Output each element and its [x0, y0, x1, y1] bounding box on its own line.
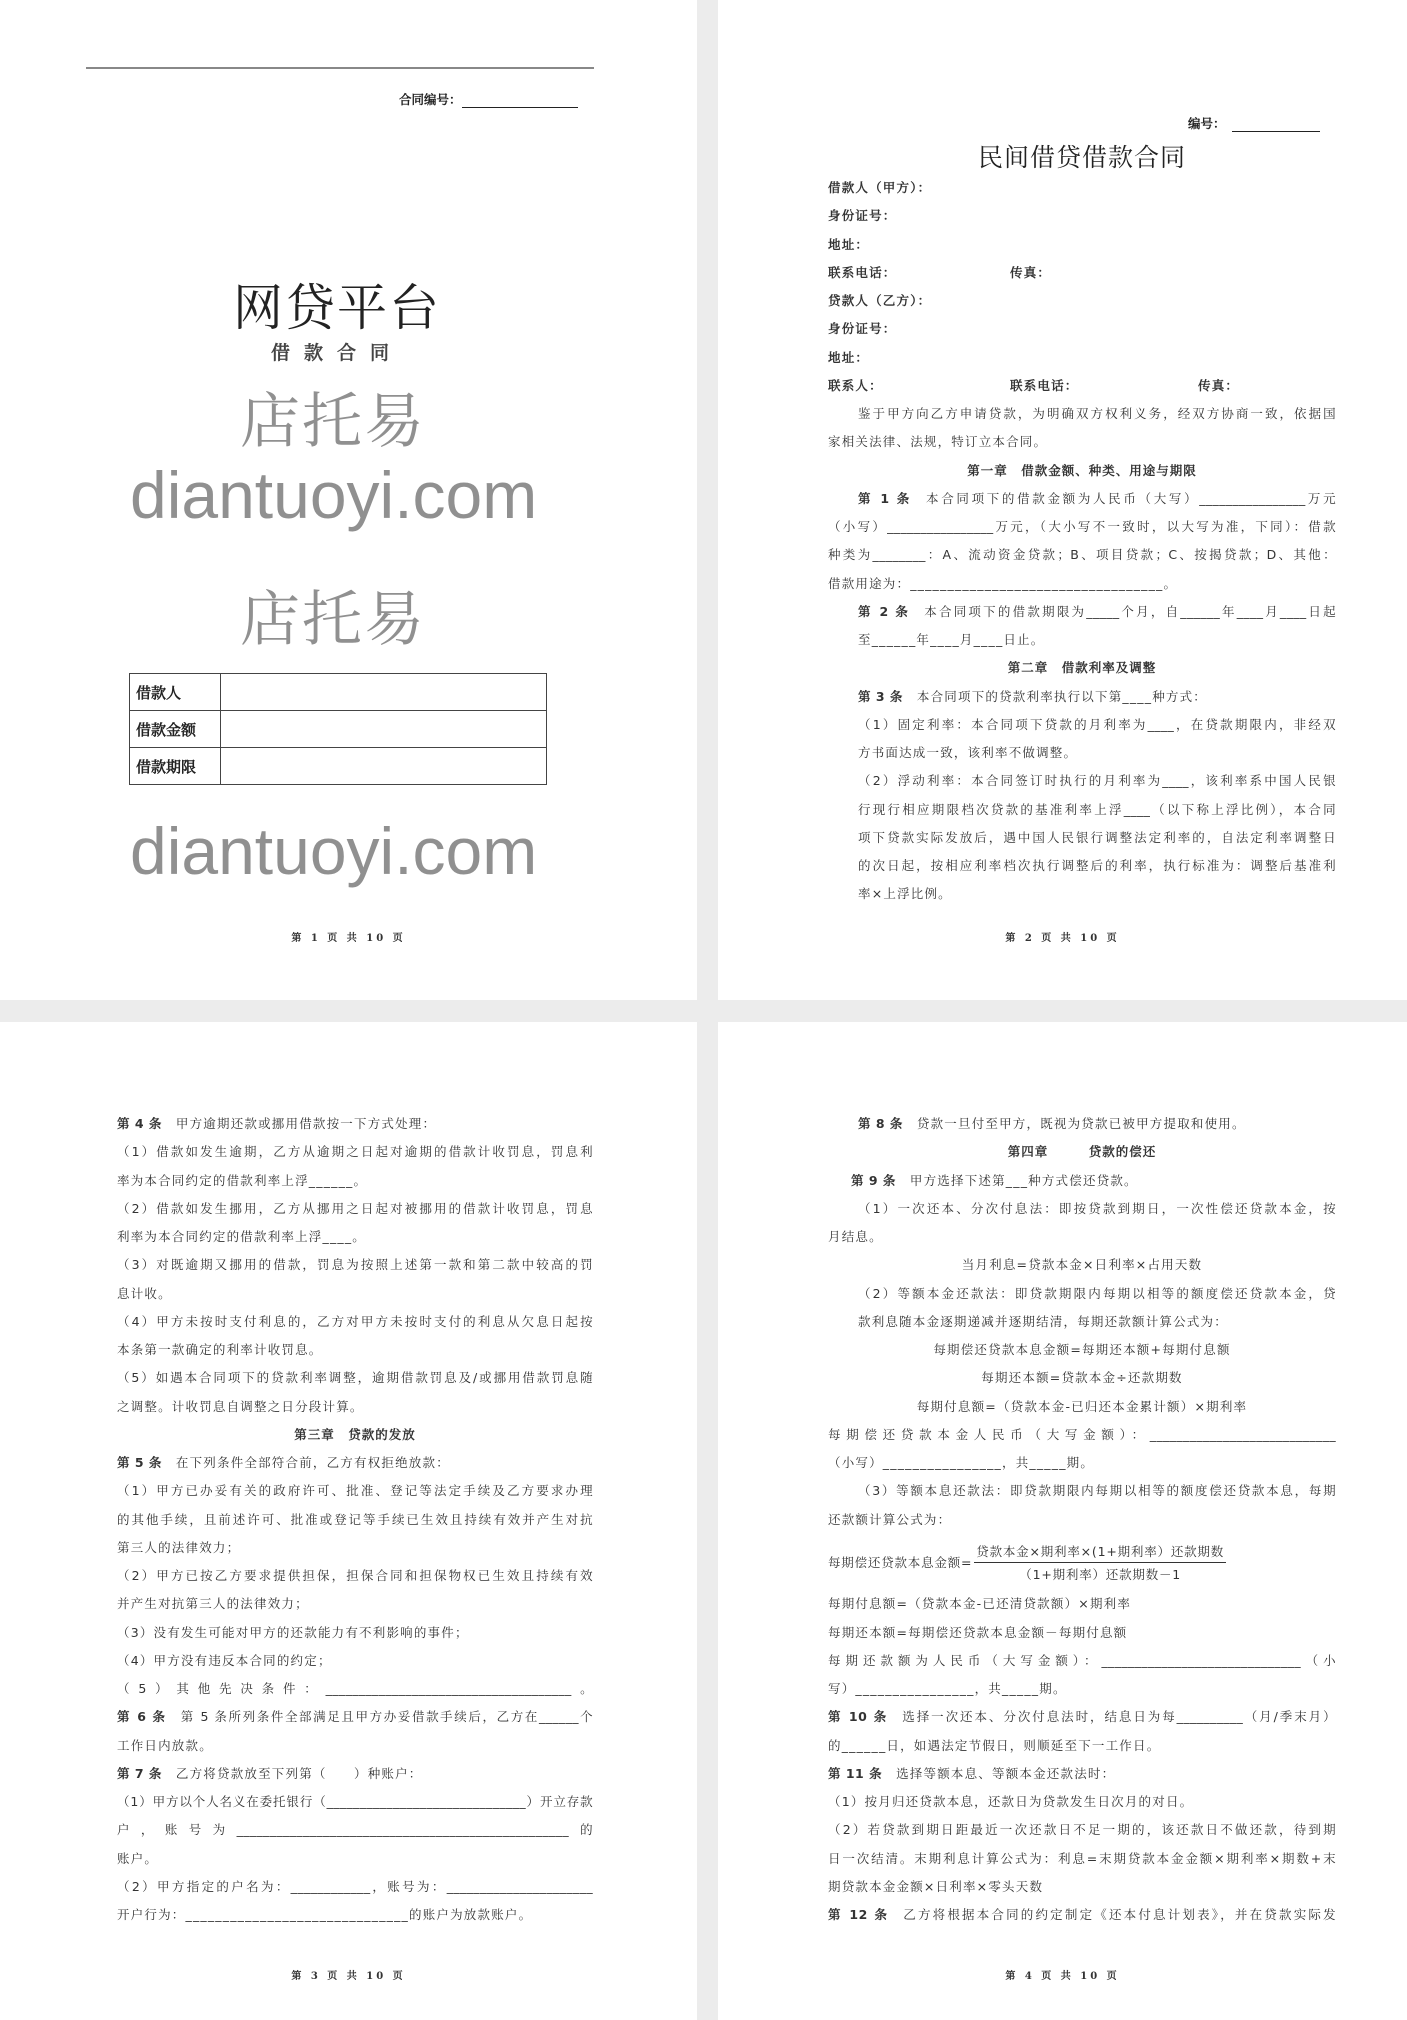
party-field: 传真： [1198, 377, 1240, 393]
page-footer: 第 4 页 共 10 页 [1005, 1971, 1120, 1982]
text-line: （3）等额本息还款法：即贷款期限内每期以相等的额度偿还贷款本息，每期 [858, 1483, 1336, 1499]
table-row [130, 748, 547, 785]
article-line [117, 1703, 593, 1731]
page-3 [0, 1022, 697, 2020]
chapter-heading: 第二章 借款利率及调整 [1007, 660, 1157, 676]
contract-number-field [1188, 114, 1320, 132]
formula-lhs: 每期偿还贷款本息金额= [828, 1555, 973, 1570]
contract-number-blank [1232, 117, 1320, 132]
formula-line: 每期还本额=贷款本金÷还款期数 [981, 1370, 1183, 1386]
text-line: （1）甲方已办妥有关的政府许可、批准、登记等法定手续及乙方要求办理 [117, 1483, 593, 1499]
text-line: 项下贷款实际发放后，遇中国人民银行调整法定利率的，自法定利率调整日 [858, 829, 1336, 845]
table-value [221, 674, 547, 711]
text-line: 款利息随本金逐期递减并逐期结清，每期还款额计算公式为： [858, 1313, 1228, 1329]
article-text: 本合同项下的借款期限为_____个月，自______年____月____日起 [924, 603, 1336, 619]
article-text: 甲方选择下述第___种方式偿还贷款。 [909, 1172, 1138, 1188]
article-line [117, 1760, 593, 1788]
text-line: 利率为本合同约定的借款利率上浮____。 [117, 1229, 367, 1244]
article-line [828, 1110, 1336, 1138]
text-line: 率×上浮比例。 [858, 886, 952, 902]
page-footer: 第 1 页 共 10 页 [291, 933, 406, 944]
cover-subtitle: 借款合同 [270, 342, 403, 364]
article-label: 第 7 条 [117, 1765, 162, 1781]
article-text: 选择一次还本、分次付息法时，结息日为每__________（月/季末月） [902, 1709, 1336, 1725]
text-line: 户，账号为__________________________________________________的 [117, 1822, 593, 1838]
party-field: 联系人： [828, 377, 883, 393]
watermark-url: diantuoyi.com [130, 458, 538, 532]
text-line: （5）其他先决条件：_____________________________________。 [117, 1681, 593, 1696]
article-line [117, 1110, 593, 1138]
text-line: （5）如遇本合同项下的贷款利率调整，逾期借款罚息及/或挪用借款罚息随 [117, 1370, 593, 1386]
page-4 [718, 1022, 1407, 2020]
text-line: （2）若贷款到期日距最近一次还款日不足一期的，该还款日不做还款，待到期 [828, 1822, 1336, 1838]
article-label: 第 1 条 [858, 490, 913, 506]
table-value [221, 748, 547, 785]
chapter-heading: 第三章 贷款的发放 [294, 1426, 416, 1442]
text-line: 的其他手续，且前述许可、批准或登记等手续已生效且持续有效并产生对抗 [117, 1511, 593, 1527]
text-line: 开户行为：______________________________的账户为放款账户。 [117, 1907, 533, 1922]
text-line: （3）没有发生可能对甲方的还款能力有不利影响的事件； [117, 1624, 469, 1640]
text-line: 第三人的法律效力； [117, 1539, 241, 1555]
party-field: 联系电话： [828, 264, 897, 280]
text-line: 本条第一款确定的利率计收罚息。 [117, 1342, 323, 1357]
text-line: 每期还款额为人民币（大写金额）：______________________________（小 [828, 1652, 1336, 1668]
party-field-row [828, 259, 1336, 287]
page-body [828, 1110, 1336, 1929]
party-field: 地址： [828, 236, 870, 252]
text-line: （小写）________________万元，（大小写不一致时，以大写为准，下同）：借款 [828, 519, 1336, 534]
article-label: 第 2 条 [858, 603, 911, 619]
text-line: （3）对既逾期又挪用的借款，罚息为按照上述第一款和第二款中较高的罚 [117, 1257, 593, 1273]
text-line: 工作日内放款。 [117, 1737, 213, 1753]
text-line: 鉴于甲方向乙方申请贷款，为明确双方权利义务，经双方协商一致，依据国 [858, 406, 1336, 421]
page-body [117, 1110, 593, 1929]
contract-number-field [399, 90, 578, 108]
formula-line: 每期付息额=（贷款本金-已归还本金累计额）×期利率 [916, 1398, 1248, 1414]
party-field: 传真： [1010, 264, 1052, 280]
contract-number-label: 编号： [1188, 116, 1226, 131]
article-line [828, 1167, 1336, 1195]
text-line: 日一次结清。末期利息计算公式为：利息=末期贷款本金金额×期利率×期数+末 [828, 1850, 1336, 1866]
formula-denominator: （1+期利率）还款期数－1 [1019, 1566, 1182, 1582]
party-field: 借款人（甲方）： [828, 180, 932, 195]
cover-title: 网贷平台 [233, 279, 441, 337]
contract-title: 民间借贷借款合同 [977, 143, 1186, 172]
page-2 [718, 0, 1407, 1000]
article-text: 贷款一旦付至甲方，既视为贷款已被甲方提取和使用。 [916, 1116, 1246, 1131]
article-text: 选择等额本息、等额本金还款法时： [896, 1765, 1116, 1781]
text-line: 家相关法律、法规，特订立本合同。 [828, 434, 1048, 450]
page-1 [0, 0, 697, 1000]
header-rule [86, 67, 594, 69]
text-line: 行现行相应期限档次贷款的基准利率上浮____（以下称上浮比例），本合同 [858, 801, 1336, 817]
article-line [828, 1760, 1336, 1788]
watermark-url: diantuoyi.com [130, 814, 538, 888]
article-label: 第 3 条 [858, 688, 903, 704]
article-label: 第 9 条 [851, 1172, 896, 1188]
article-text: 第 5 条所列条件全部满足且甲方办妥借款手续后，乙方在______个 [180, 1709, 593, 1725]
contract-number-label: 合同编号： [399, 92, 462, 107]
text-line: 每期偿还贷款本金人民币（大写金额）：____________________________ [828, 1426, 1336, 1442]
text-line: 月结息。 [828, 1229, 883, 1244]
party-field: 地址： [828, 349, 870, 365]
party-field-row [828, 372, 1336, 400]
text-line: 之调整。计收罚息自调整之日分段计算。 [117, 1398, 364, 1414]
chapter-heading: 第一章 借款金额、种类、用途与期限 [967, 462, 1197, 478]
table-label: 借款人 [130, 674, 221, 711]
article-text: 在下列条件全部符合前，乙方有权拒绝放款： [175, 1455, 450, 1470]
article-label: 第 6 条 [117, 1709, 167, 1725]
page-footer: 第 3 页 共 10 页 [291, 1971, 406, 1982]
text-line: 写）________________，共_____期。 [828, 1681, 1067, 1696]
text-line: 至______年____月____日止。 [858, 632, 1045, 647]
text-line: （1）按月归还贷款本息，还款日为贷款发生日次月的对日。 [828, 1794, 1194, 1809]
text-line: 方书面达成一致，该利率不做调整。 [858, 745, 1078, 760]
text-line: 的次日起，按相应利率档次执行调整后的利率，执行标准为：调整后基准利 [858, 858, 1336, 873]
loan-info-table [129, 673, 547, 785]
text-line: （2）浮动利率：本合同签订时执行的月利率为____，该利率系中国人民银 [858, 773, 1336, 789]
text-line: 的______日，如遇法定节假日，则顺延至下一工作日。 [828, 1737, 1161, 1753]
formula-line: 每期还本额=每期偿还贷款本息金额－每期付息额 [828, 1624, 1128, 1640]
text-line: （2）等额本金还款法：即贷款期限内每期以相等的额度偿还贷款本金，贷 [858, 1285, 1336, 1301]
chapter-heading: 第四章 贷款的偿还 [1007, 1144, 1157, 1160]
text-line: 还款额计算公式为： [828, 1511, 952, 1527]
article-label: 第 10 条 [828, 1709, 889, 1725]
table-row [130, 711, 547, 748]
text-line: （小写）________________，共_____期。 [828, 1455, 1095, 1470]
text-line: 息计收。 [117, 1285, 172, 1301]
article-text: 乙方将贷款放至下列第（ ）种账户： [175, 1765, 423, 1781]
text-line: （1）一次还本、分次付息法：即按贷款到期日，一次性偿还贷款本金，按 [858, 1200, 1336, 1216]
text-line: 并产生对抗第三人的法律效力； [117, 1596, 309, 1612]
formula-line: 每期付息额=（贷款本金-已还清贷款额）×期利率 [828, 1596, 1132, 1612]
text-line: （4）甲方没有违反本合同的约定； [117, 1652, 332, 1668]
article-text: 乙方将根据本合同的约定制定《还本付息计划表》，并在贷款实际发 [903, 1907, 1336, 1922]
watermark-cn: 店托易 [240, 388, 426, 455]
text-line: 率为本合同约定的借款利率上浮______。 [117, 1172, 368, 1188]
table-label: 借款金额 [130, 711, 221, 748]
article-line [828, 1703, 1336, 1731]
text-line: （1）甲方以个人名义在委托银行（______________________________）开立存款 [117, 1794, 593, 1809]
article-text: 本合同项下的贷款利率执行以下第____种方式： [916, 688, 1208, 704]
annuity-formula [828, 1534, 1336, 1591]
watermark-cn: 店托易 [240, 586, 426, 653]
text-line: （1）固定利率：本合同项下贷款的月利率为____，在贷款期限内，非经双 [858, 716, 1336, 732]
table-row [130, 674, 547, 711]
article-line [828, 1901, 1336, 1929]
article-line [828, 485, 1336, 513]
article-label: 第 4 条 [117, 1116, 162, 1131]
article-text: 甲方逾期还款或挪用借款按一下方式处理： [175, 1116, 437, 1131]
article-line [828, 683, 1336, 711]
text-line: （2）甲方已按乙方要求提供担保，担保合同和担保物权已生效且持续有效 [117, 1568, 593, 1583]
text-line: 账户。 [117, 1850, 159, 1866]
party-field: 联系电话： [1010, 377, 1079, 393]
text-line: 期贷款本金金额×日利率×零头天数 [828, 1878, 1044, 1894]
party-field: 贷款人（乙方）： [828, 293, 932, 308]
formula-line: 每期偿还贷款本息金额=每期还本额+每期付息额 [933, 1342, 1231, 1357]
formula-fraction [974, 1542, 1226, 1583]
article-label: 第 12 条 [828, 1907, 890, 1922]
text-line: （4）甲方未按时支付利息的，乙方对甲方未按时支付的利息从欠息日起按 [117, 1313, 593, 1329]
formula-line: 当月利息=贷款本金×日利率×占用天数 [961, 1257, 1203, 1273]
article-label: 第 5 条 [117, 1455, 162, 1470]
page-footer: 第 2 页 共 10 页 [1005, 933, 1120, 944]
party-field: 身份证号： [828, 321, 897, 337]
table-value [221, 711, 547, 748]
text-line: 借款用途为：__________________________________。 [828, 575, 1178, 591]
contract-number-blank [462, 93, 578, 108]
text-line: （2）借款如发生挪用，乙方从挪用之日起对被挪用的借款计收罚息，罚息 [117, 1200, 593, 1216]
article-text: 本合同项下的借款金额为人民币（大写）________________万元 [926, 490, 1336, 506]
party-field: 身份证号： [828, 208, 897, 224]
article-label: 第 11 条 [828, 1765, 883, 1781]
table-label: 借款期限 [130, 748, 221, 785]
text-line: （2）甲方指定的户名为：____________，账号为：______________________ [117, 1878, 593, 1894]
article-line [117, 1449, 593, 1477]
formula-numerator: 贷款本金×期利率×(1+期利率）还款期数 [974, 1542, 1226, 1563]
text-line: 种类为________：A、流动资金贷款；B、项目贷款；C、按揭贷款；D、其他： [828, 547, 1336, 563]
article-label: 第 8 条 [858, 1116, 903, 1131]
text-line: （1）借款如发生逾期，乙方从逾期之日起对逾期的借款计收罚息，罚息利 [117, 1144, 593, 1160]
article-line [828, 598, 1336, 626]
page-body [828, 174, 1336, 909]
